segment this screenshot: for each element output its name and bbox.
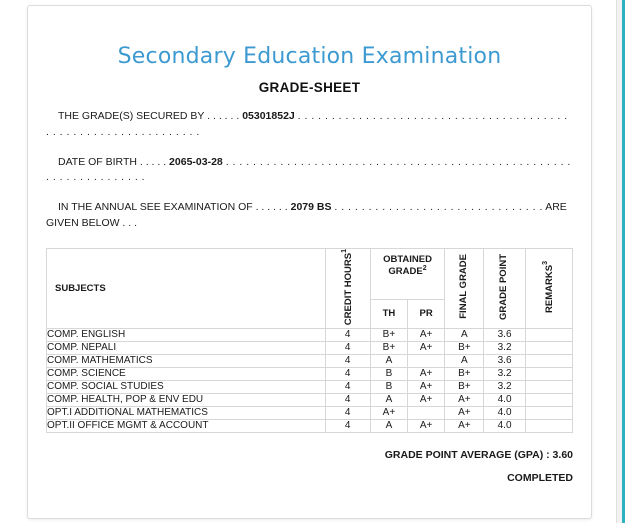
page-title: Secondary Education Examination: [117, 44, 502, 69]
cell-final-grade: B+: [445, 367, 484, 380]
cell-credit-hours: 4: [325, 419, 370, 432]
header-remarks-sup: 3: [542, 260, 550, 265]
cell-final-grade: A+: [445, 393, 484, 406]
cell-final-grade: A: [445, 354, 484, 367]
cell-theory-grade: A+: [370, 406, 407, 419]
cell-credit-hours: 4: [325, 367, 370, 380]
header-subjects: SUBJECTS: [47, 248, 326, 328]
grade-secured-dots: . . . . . . . . . . . . . . . . . . . . . . . . . . . . . . . . . . . . . . . . . . . . . . . . . . . . . . . . . . . . . . .: [46, 110, 568, 138]
cell-theory-grade: A: [370, 354, 407, 367]
header-credit-hours-sup: 1: [340, 248, 348, 253]
cell-subject: OPT.II OFFICE MGMT & ACCOUNT: [47, 419, 326, 432]
cell-subject: OPT.I ADDITIONAL MATHEMATICS: [47, 406, 326, 419]
cell-subject: COMP. ENGLISH: [47, 328, 326, 341]
grades-table-body: [47, 328, 573, 432]
header-obtained-grade: [370, 248, 444, 299]
table-row: [47, 380, 573, 393]
page-subtitle: GRADE-SHEET: [258, 80, 361, 95]
header-practical: PR: [408, 299, 445, 328]
header-grade-point: [484, 248, 525, 328]
cell-credit-hours: 4: [325, 341, 370, 354]
cell-final-grade: A+: [445, 406, 484, 419]
dob-value: 2065-03-28: [169, 155, 223, 168]
cell-subject: COMP. HEALTH, POP & ENV EDU: [47, 393, 326, 406]
cell-remarks: [525, 367, 572, 380]
grades-table: [46, 248, 573, 433]
cell-credit-hours: 4: [325, 354, 370, 367]
cell-subject: COMP. MATHEMATICS: [47, 354, 326, 367]
cell-remarks: [525, 406, 572, 419]
cell-grade-point: 4.0: [484, 419, 525, 432]
cell-remarks: [525, 380, 572, 393]
exam-year: 2079 BS: [290, 201, 332, 213]
cell-subject: COMP. NEPALI: [47, 341, 326, 354]
grade-sheet-card: [27, 5, 592, 519]
grades-header-row: [47, 248, 573, 299]
symbol-number: 05301852J: [242, 110, 295, 122]
dob-label: DATE OF BIRTH . . . . .: [58, 155, 167, 168]
cell-remarks: [525, 393, 572, 406]
cell-final-grade: B+: [445, 380, 484, 393]
cell-final-grade: A+: [445, 419, 484, 432]
cell-theory-grade: A: [370, 419, 407, 432]
cell-credit-hours: 4: [325, 406, 370, 419]
table-row: [47, 393, 573, 406]
cell-theory-grade: B: [370, 367, 407, 380]
cell-final-grade: A: [445, 328, 484, 341]
dob-dots: . . . . . . . . . . . . . . . . . . . . . . . . . . . . . . . . . . . . . . . . . . . . . . . . . . . . . . . . . . . . . . . . . .: [46, 155, 571, 184]
cell-practical-grade: A+: [408, 380, 445, 393]
cell-grade-point: 4.0: [484, 406, 525, 419]
exam-label: IN THE ANNUAL SEE EXAMINATION OF . . . . . .: [58, 201, 288, 213]
cell-practical-grade: [408, 354, 445, 367]
cell-practical-grade: A+: [408, 341, 445, 354]
gpa-line: GRADE POINT AVERAGE (GPA) : 3.60: [384, 448, 573, 461]
exam-paragraph: [46, 200, 573, 232]
cell-practical-grade: A+: [408, 367, 445, 380]
header-final-grade-label: FINAL GRADE: [458, 254, 470, 319]
cell-grade-point: 3.6: [484, 328, 525, 341]
cell-grade-point: 3.6: [484, 354, 525, 367]
header-final-grade: [445, 248, 484, 328]
cell-grade-point: 3.2: [484, 341, 525, 354]
cell-theory-grade: A: [370, 393, 407, 406]
exam-dots: . . . . . . . . . . . . . . . . . . . . . . . . . . . . . . .: [334, 201, 543, 213]
cell-theory-grade: B+: [370, 341, 407, 354]
header-grade-point-label: GRADE POINT: [498, 253, 510, 320]
table-row: [47, 419, 573, 432]
cell-remarks: [525, 419, 572, 432]
header-credit-hours: [325, 248, 370, 328]
header-obtained-grade-sup: 2: [422, 264, 427, 272]
header-remarks-label: REMARKS: [544, 264, 556, 313]
table-row: [47, 367, 573, 380]
cell-remarks: [525, 328, 572, 341]
table-row: [47, 406, 573, 419]
cell-remarks: [525, 354, 572, 367]
header-theory: TH: [370, 299, 407, 328]
cell-practical-grade: A+: [408, 328, 445, 341]
date-of-birth-paragraph: [46, 155, 573, 187]
header-obtained-grade-label: OBTAINED GRADE: [383, 253, 432, 278]
table-row: [47, 354, 573, 367]
grade-sheet-content: [28, 6, 591, 484]
cell-subject: COMP. SOCIAL STUDIES: [47, 380, 326, 393]
grade-secured-paragraph: [46, 109, 573, 141]
cell-remarks: [525, 341, 572, 354]
cell-final-grade: B+: [445, 341, 484, 354]
header-credit-hours-label: CREDIT HOURS: [343, 252, 355, 325]
table-row: [47, 328, 573, 341]
completed-line: COMPLETED: [507, 471, 573, 484]
grade-secured-label: THE GRADE(S) SECURED BY . . . . . .: [58, 110, 240, 122]
cell-grade-point: 3.2: [484, 367, 525, 380]
exam-tail: ARE GIVEN BELOW . . .: [46, 201, 567, 229]
grades-table-head: [47, 248, 573, 328]
cell-credit-hours: 4: [325, 328, 370, 341]
cell-practical-grade: A+: [408, 419, 445, 432]
cell-theory-grade: B: [370, 380, 407, 393]
cell-theory-grade: B+: [370, 328, 407, 341]
cell-grade-point: 3.2: [484, 380, 525, 393]
header-remarks: [525, 248, 572, 328]
cell-grade-point: 4.0: [484, 393, 525, 406]
cell-subject: COMP. SCIENCE: [47, 367, 326, 380]
table-row: [47, 341, 573, 354]
cell-credit-hours: 4: [325, 380, 370, 393]
cell-practical-grade: [408, 406, 445, 419]
cell-practical-grade: A+: [408, 393, 445, 406]
cell-credit-hours: 4: [325, 393, 370, 406]
